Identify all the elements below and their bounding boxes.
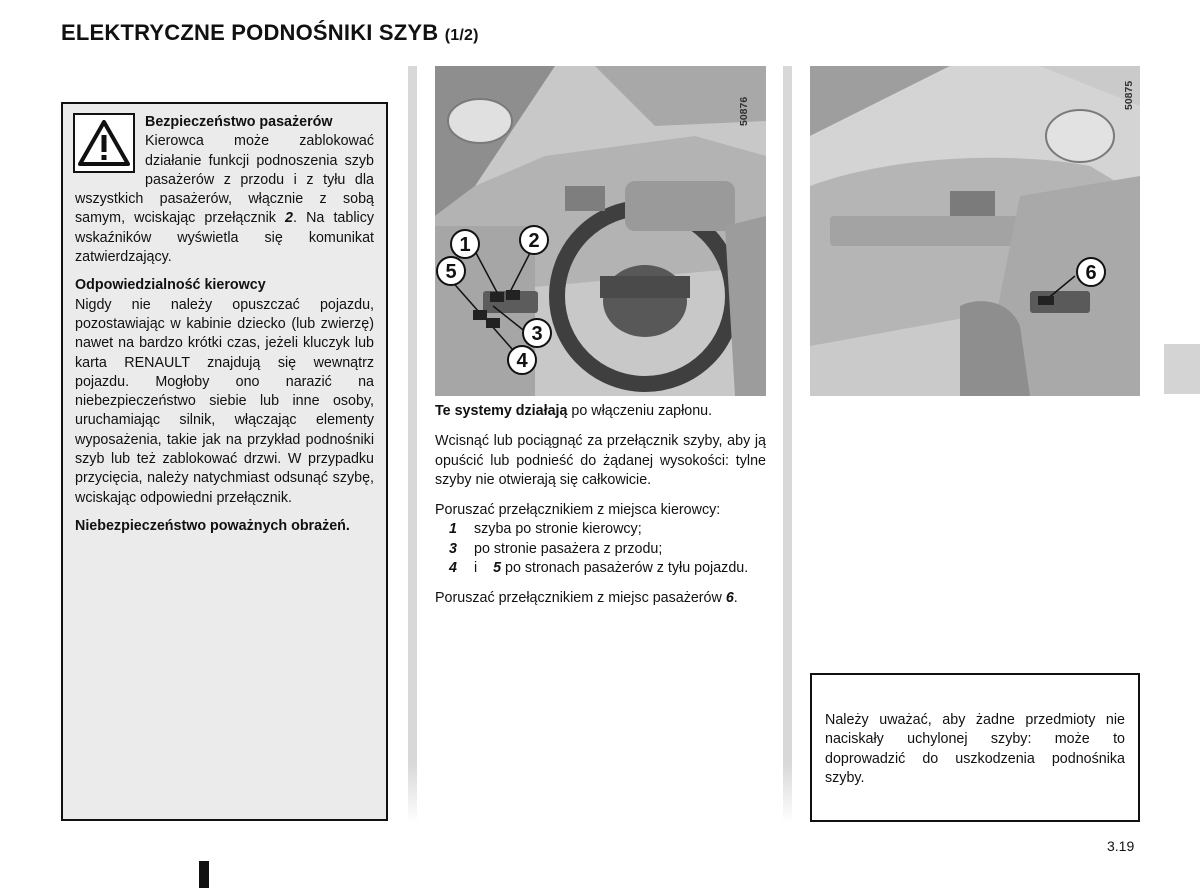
column-divider-right (783, 66, 792, 823)
svg-text:3: 3 (531, 323, 543, 345)
figure-code-right: 50875 (1123, 80, 1135, 110)
callout-2 (520, 226, 548, 254)
svg-text:6: 6 (1085, 262, 1097, 284)
warning-text-1a: Kierowca może zablokować działanie funkcji podnoszenia szyb pasażerów z przodu i z tyłu dla wszystkich pasażerów, włącznie z sobą samym, wciskając przełącznik (75, 133, 374, 227)
body-paragraph-3: Poruszać przełącznikiem z miejsca kierowcy: (435, 502, 721, 519)
svg-text:4: 4 (516, 350, 528, 372)
warning-text-3: Niebezpieczeństwo poważnych obrażeń. (75, 517, 350, 534)
title-part: (1/2) (444, 27, 479, 44)
callout-1 (451, 230, 479, 258)
passenger-callouts (810, 66, 1140, 396)
list-num: 4 (449, 560, 457, 577)
body-paragraph-1 (435, 402, 766, 421)
body-p1-bold: Te systemy działają (435, 403, 568, 419)
callout-6 (1077, 258, 1105, 286)
warning-box (61, 102, 388, 821)
warning-text-1b: . Na tablicy wskaźników wyświetla się komunikat zatwierdzający. (75, 210, 374, 266)
list-num: 1 (449, 521, 457, 538)
list-item (435, 559, 766, 578)
title-text: ELEKTRYCZNE PODNOŚNIKI SZYB (61, 20, 439, 45)
warning-triangle-icon (73, 113, 135, 173)
warning-heading-2: Odpowiedzialność kierowcy (75, 277, 266, 294)
svg-text:1: 1 (459, 234, 471, 256)
callout-5 (437, 257, 465, 285)
switch-6-marker (1038, 296, 1054, 305)
list-num: 3 (449, 540, 457, 557)
column-divider-left (408, 66, 417, 823)
list-text: po stronie pasażera z przodu; (474, 540, 663, 557)
switch-4-marker (486, 318, 500, 328)
body-p1-rest: po włączeniu zapłonu. (567, 403, 713, 419)
figure-code-left: 50876 (738, 96, 750, 126)
note-text: Należy uważać, aby żadne przedmioty nie naciskały uchylonej szyby: może to doprowadzić do uszkodzenia podnośnika szyby. (825, 712, 1125, 786)
chapter-tab (1164, 344, 1200, 394)
driver-callouts (435, 66, 766, 396)
svg-text:2: 2 (528, 230, 540, 252)
switch-2-marker (506, 290, 520, 300)
body-p4a: Poruszać przełącznikiem z miejsc pasażerów (435, 590, 726, 607)
callout-4 (508, 346, 536, 374)
svg-text:5: 5 (445, 261, 457, 283)
warning-paragraph-3 (75, 517, 374, 536)
warning-heading-1: Bezpieczeństwo pasażerów (145, 114, 333, 130)
page-number: 3.19 (1107, 838, 1135, 854)
callout-3 (523, 319, 551, 347)
switch-2-ref: 2 (285, 210, 293, 227)
body-p4b: . (733, 590, 738, 607)
switch-5-marker (473, 310, 487, 320)
body-text (435, 402, 766, 620)
body-paragraph-4 (435, 589, 766, 608)
list-text: po stronach pasażerów z tyłu pojazdu. (505, 560, 749, 577)
print-mark (199, 861, 209, 888)
body-paragraph-2: Wcisnąć lub pociągnąć za przełącznik szyby, aby ją opuścić lub podnieść do żądanej wysokości: tylne szyby nie otwierają się całkowicie. (435, 433, 766, 488)
list-text: szyba po stronie kierowcy; (474, 521, 642, 538)
warning-text-2: Nigdy nie należy opuszczać pojazdu, pozostawiając w kabinie dziecko (lub zwierzę) nawet na bardzo krótki czas, jeżeli kluczyk lub karta RENAULT znajdują się wewnątrz pojazdu. Mogłoby ono narazić na niebezpieczeństwo siebie lub inne osoby, uruchamiając silnik, włączając elementy wyposażenia, takie jak na przykład podnośniki szyb lub też zablokować drzwi. W przypadku przycięcia, należy natychmiast odsunąć szybę, wciskając odpowiedni przełącznik. (75, 296, 374, 506)
list-mid: i (474, 560, 478, 577)
warning-paragraph-2 (75, 276, 374, 508)
note-box (810, 673, 1140, 822)
body-p4-num: 6 (725, 590, 734, 607)
switch-1-marker (490, 292, 504, 302)
list-item (435, 540, 766, 559)
list-item (435, 520, 766, 539)
page-title (61, 20, 479, 46)
list-num2: 5 (493, 560, 502, 577)
list-text-compound (474, 559, 766, 578)
switch-list (435, 501, 766, 578)
